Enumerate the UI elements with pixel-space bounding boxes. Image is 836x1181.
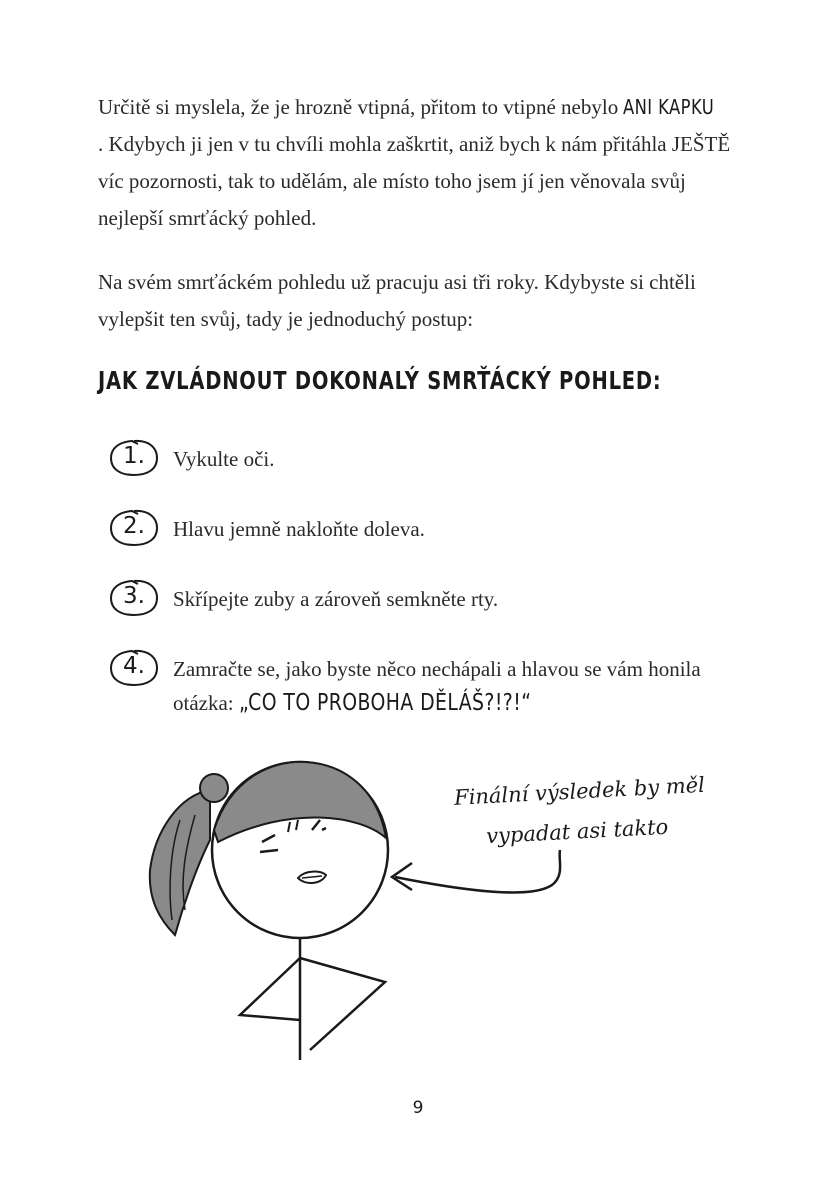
arm-left bbox=[240, 958, 300, 1020]
hair-bun bbox=[200, 774, 228, 802]
section-heading: JAK ZVLÁDNOUT DOKONALÝ SMRŤÁCKÝ POHLED: bbox=[98, 366, 662, 395]
arrow-head bbox=[392, 863, 412, 890]
step-text-emphasis: „CO TO PROBOHA DĚLÁŠ?!?!“ bbox=[238, 690, 532, 716]
step-text: Skřípejte zuby a zároveň semkněte rty. bbox=[173, 587, 499, 611]
paragraph-method: Na svém smrťáckém pohledu už pracuju asi tři roky. Kdybyste si chtěli vylepšit ten svůj, tady je jednoduchý postup: bbox=[98, 270, 696, 331]
step-text bbox=[173, 652, 733, 720]
step-text: Vykulte oči. bbox=[173, 447, 275, 471]
ponytail bbox=[150, 790, 210, 935]
step-number-badge bbox=[108, 648, 160, 688]
emphasis-ani-kapku: ANI KAPKU bbox=[623, 95, 715, 119]
paragraph-intro-text-b: . Kdybych ji jen v tu chvíli mohla zaškrtit, aniž bych k nám přitáhla JEŠTĚ víc pozornosti, tak to udělám, ale místo toho jsem jí jen věnovala svůj nejlepší smrťácký pohled. bbox=[98, 132, 731, 230]
arm-right bbox=[300, 958, 385, 1050]
paragraph-intro bbox=[98, 89, 738, 237]
step-number: 3. bbox=[123, 583, 145, 609]
step-number: 2. bbox=[123, 513, 145, 539]
caption-line-2: vypadat asi takto bbox=[485, 814, 669, 849]
step-text: Hlavu jemně nakloňte doleva. bbox=[173, 517, 425, 541]
step-number-badge bbox=[108, 578, 160, 618]
step-number: 4. bbox=[123, 653, 145, 679]
step-number: 1. bbox=[123, 443, 145, 469]
drawing-caption bbox=[453, 762, 757, 858]
step-number-badge bbox=[108, 508, 160, 548]
step-text-main: Zamračte se, jako byste něco nechápali a hlavou se vám honila otázka: bbox=[173, 657, 701, 715]
caption-line-1: Finální výsledek by měl bbox=[453, 772, 706, 810]
step-number-badge bbox=[108, 438, 160, 478]
paragraph-intro-text-a: Určitě si myslela, že je hrozně vtipná, přitom to vtipné nebylo bbox=[98, 95, 624, 119]
page-number: 9 bbox=[412, 1098, 424, 1118]
